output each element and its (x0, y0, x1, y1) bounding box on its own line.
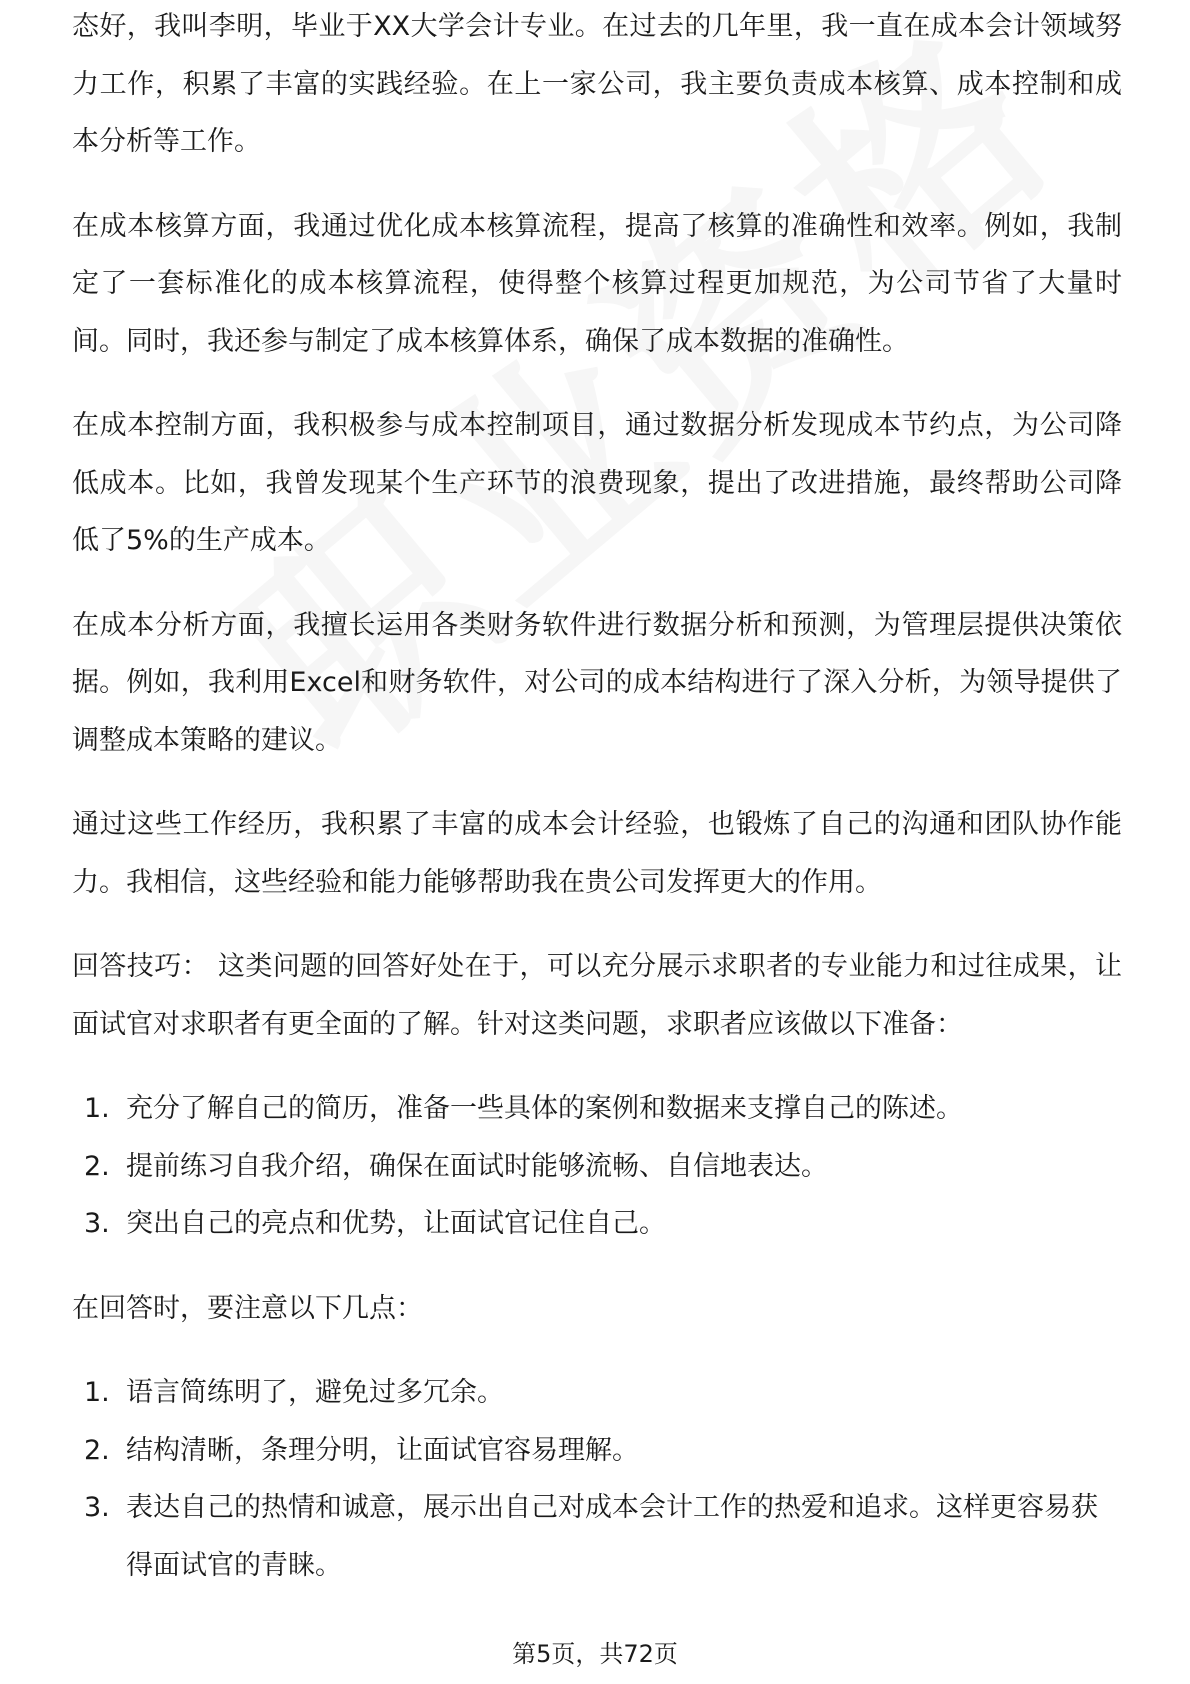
paragraph-notes-intro: 在回答时，要注意以下几点： (72, 1292, 423, 1324)
list-number: 3. (84, 1208, 110, 1239)
list-item-text: 语言简练明了，避免过多冗余。 (126, 1377, 504, 1408)
list-number: 2. (84, 1150, 110, 1182)
list-item-text: 充分了解自己的简历，准备一些具体的案例和数据来支撑自己的陈述。 (126, 1093, 963, 1124)
list-item (72, 1422, 1122, 1480)
list-number: 1. (84, 1377, 110, 1408)
list-item (72, 1138, 1122, 1196)
list-number: 3. (84, 1492, 110, 1523)
paragraph-summary: 通过这些工作经历，我积累了丰富的成本会计经验，也锻炼了自己的沟通和团队协作能力。我相信，这些经验和能力能够帮助我在贵公司发挥更大的作用。 (72, 809, 1122, 898)
paragraph-cost-accounting: 在成本核算方面，我通过优化成本核算流程，提高了核算的准确性和效率。例如，我制定了一套标准化的成本核算流程，使得整个核算过程更加规范，为公司节省了大量时间。同时，我还参与制定了成本核算体系，确保了成本数据的准确性。 (72, 210, 1122, 357)
list-item-text: 提前练习自我介绍，确保在面试时能够流畅、自信地表达。 (126, 1150, 828, 1182)
paragraph-cost-analysis: 在成本分析方面，我擅长运用各类财务软件进行数据分析和预测，为管理层提供决策依据。例如，我利用Excel和财务软件，对公司的成本结构进行了深入分析，为领导提供了调整成本策略的建议。 (72, 609, 1122, 756)
list-number: 2. (84, 1434, 110, 1466)
list-number: 1. (84, 1093, 110, 1124)
list-item (72, 1364, 1122, 1422)
list-item-text: 表达自己的热情和诚意，展示出自己对成本会计工作的热爱和追求。这样更容易获得面试官的青睐。 (126, 1492, 1098, 1581)
list-item (72, 1195, 1122, 1253)
list-item-text: 结构清晰，条理分明，让面试官容易理解。 (126, 1434, 639, 1466)
paragraph-intro: 态好，我叫李明，毕业于XX大学会计专业。在过去的几年里，我一直在成本会计领域努力工作，积累了丰富的实践经验。在上一家公司，我主要负责成本核算、成本控制和成本分析等工作。 (72, 11, 1122, 157)
document-body (72, 11, 1122, 1621)
notes-list (72, 1364, 1122, 1594)
page-number: 第5页，共72页 (512, 1640, 678, 1668)
paragraph-answer-tips: 回答技巧： 这类问题的回答好处在于，可以充分展示求职者的专业能力和过往成果，让面试官对求职者有更全面的了解。针对这类问题，求职者应该做以下准备： (72, 951, 1122, 1040)
list-item (72, 1080, 1122, 1138)
paragraph-cost-control: 在成本控制方面，我积极参与成本控制项目，通过数据分析发现成本节约点，为公司降低成本。比如，我曾发现某个生产环节的浪费现象，提出了改进措施，最终帮助公司降低了5%的生产成本。 (72, 410, 1122, 556)
preparation-list (72, 1080, 1122, 1253)
list-item (72, 1479, 1122, 1594)
list-item-text: 突出自己的亮点和优势，让面试官记住自己。 (126, 1208, 666, 1239)
